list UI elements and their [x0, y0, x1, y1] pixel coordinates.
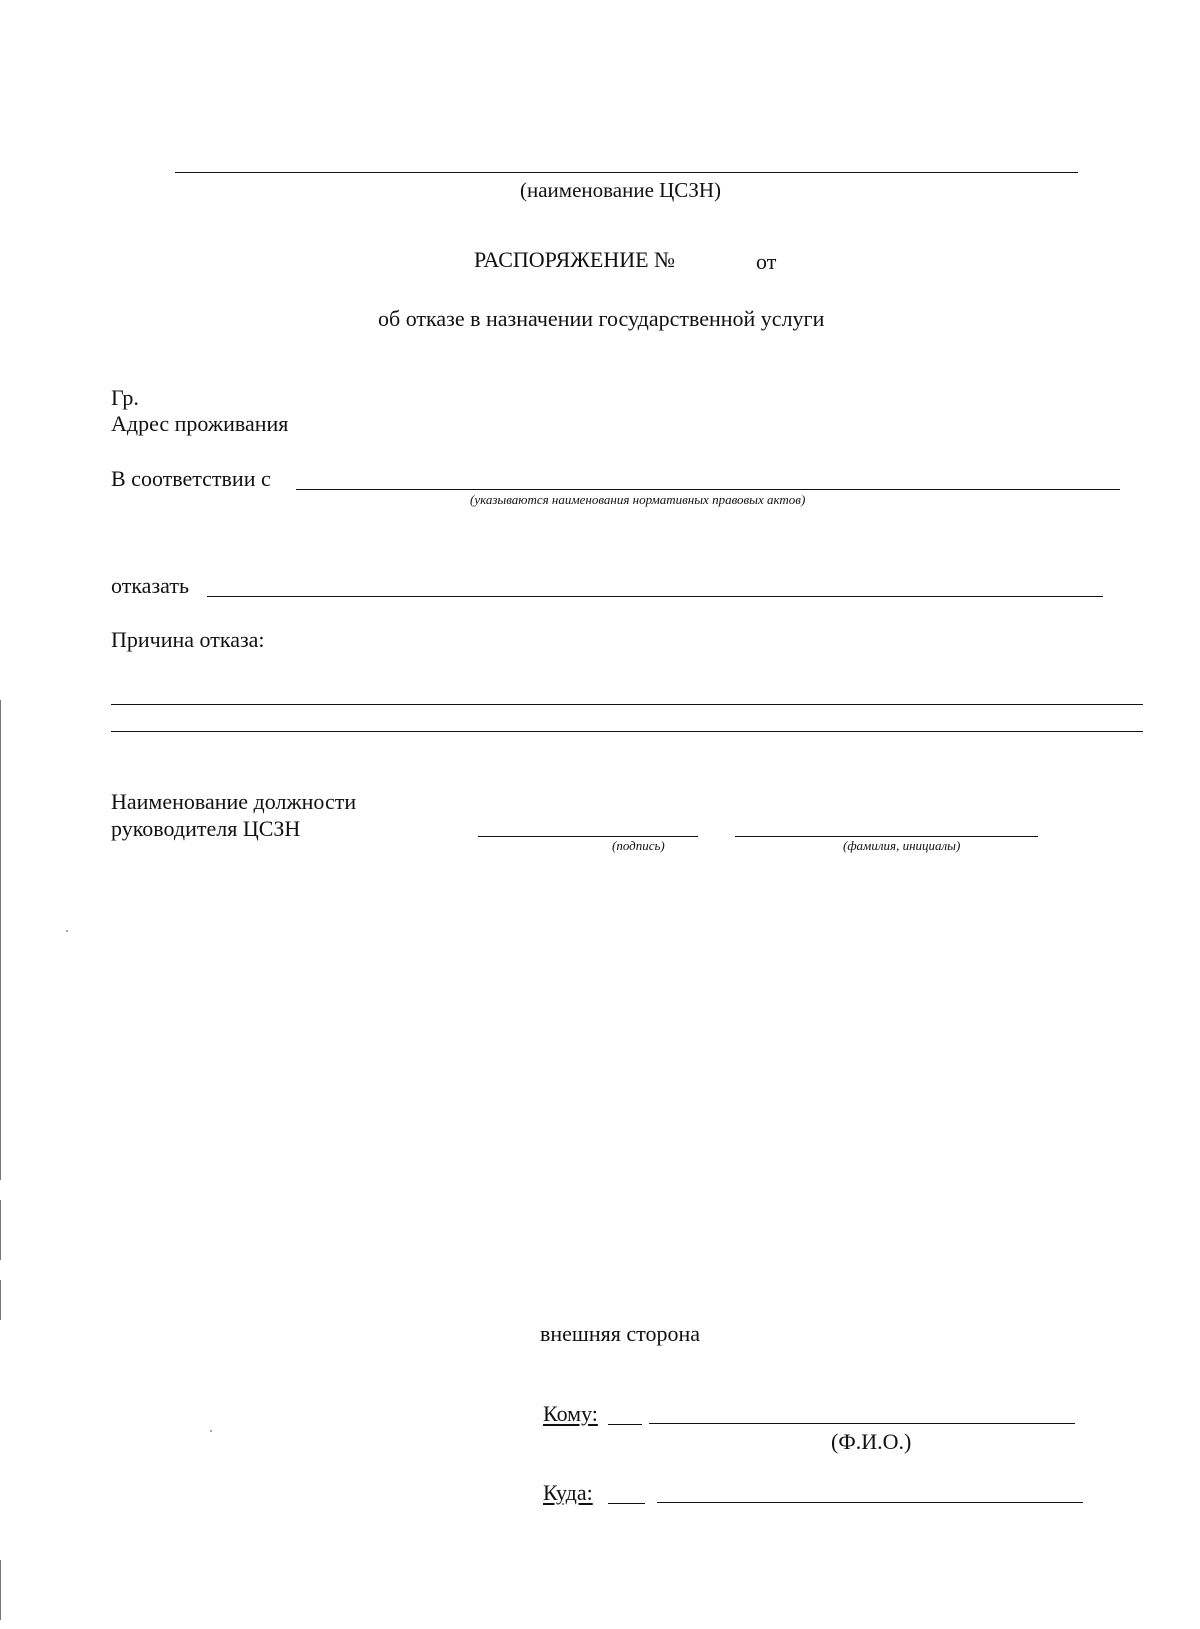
citizen-label: Гр.	[111, 385, 139, 410]
address-label: Адрес проживания	[111, 411, 289, 436]
name-initials-line[interactable]	[735, 836, 1038, 837]
scan-speck	[210, 1430, 212, 1432]
where-label-underline-ext	[608, 1503, 645, 1504]
signature-line[interactable]	[478, 836, 698, 837]
order-title: РАСПОРЯЖЕНИЕ №	[474, 247, 676, 272]
recipient-address-line[interactable]	[657, 1502, 1083, 1503]
outer-side-label: внешняя сторона	[540, 1321, 701, 1346]
org-name-hint: (наименование ЦСЗН)	[520, 178, 721, 202]
refuse-line[interactable]	[207, 596, 1103, 597]
scan-edge-artifact	[0, 1560, 1, 1620]
scan-edge-artifact	[0, 1280, 1, 1320]
to-label-underline-ext	[608, 1424, 642, 1425]
refuse-label: отказать	[111, 573, 189, 598]
reason-line-2[interactable]	[111, 731, 1143, 732]
scan-edge-artifact	[0, 1200, 1, 1260]
scan-speck	[66, 930, 68, 932]
name-initials-hint: (фамилия, инициалы)	[843, 838, 961, 853]
recipient-fio-hint: (Ф.И.О.)	[831, 1429, 912, 1454]
reason-line-1[interactable]	[111, 704, 1143, 705]
reason-label: Причина отказа:	[111, 627, 265, 652]
position-title-line2: руководителя ЦСЗН	[111, 816, 301, 841]
legal-acts-line[interactable]	[296, 489, 1120, 490]
legal-acts-hint: (указываются наименования нормативных правовых актов)	[470, 492, 806, 507]
order-subject: об отказе в назначении государственной услуги	[378, 306, 825, 331]
accordance-label: В соответствии с	[111, 466, 271, 491]
order-date-label: от	[756, 249, 777, 274]
scan-edge-artifact	[0, 700, 1, 1180]
org-name-line[interactable]	[175, 172, 1078, 173]
to-label: Кому:	[543, 1401, 598, 1426]
recipient-fio-line[interactable]	[649, 1423, 1075, 1424]
where-label: Куда:	[543, 1480, 593, 1505]
position-title-line1: Наименование должности	[111, 789, 357, 814]
signature-hint: (подпись)	[612, 838, 665, 853]
